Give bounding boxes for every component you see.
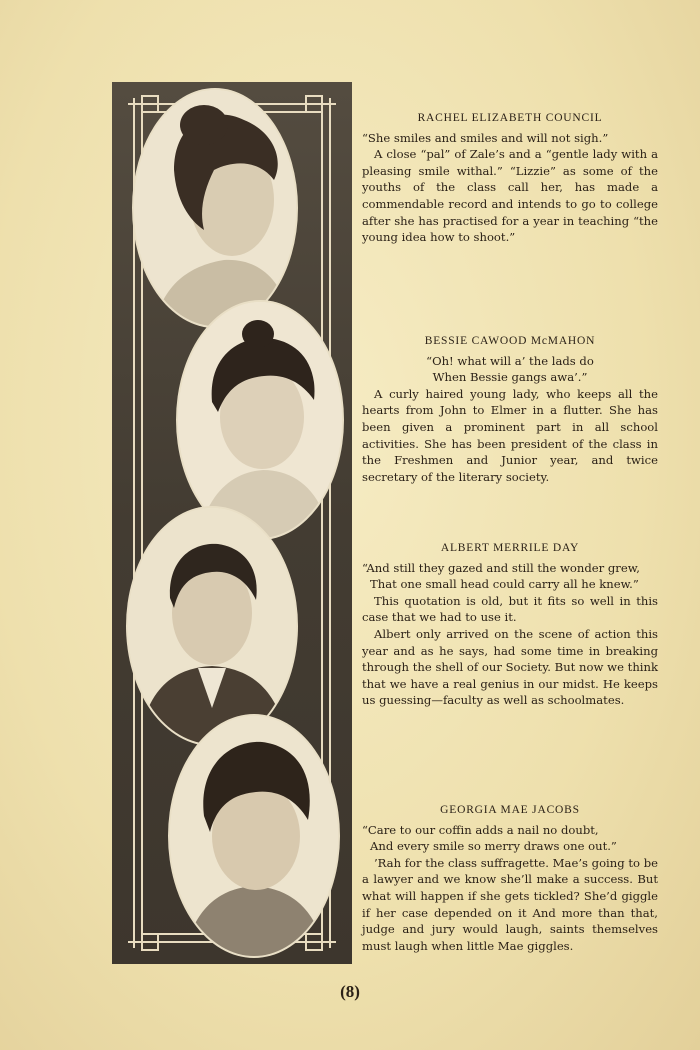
quote-line: When Bessie gangs awa’.” (432, 370, 588, 385)
person-bio: This quotation is old, but it fits so well in this case that we had to use it. (362, 593, 658, 625)
quote-line: “Oh! what will a’ the lads do (426, 353, 594, 368)
portrait-panel (112, 82, 352, 964)
quote-line: “And still they gazed and still the wonder grew, (362, 560, 640, 575)
bio-bessie (362, 333, 658, 485)
person-quote: “She smiles and smiles and will not sigh.” (362, 130, 609, 145)
person-name: RACHEL ELIZABETH COUNCIL (417, 112, 603, 124)
person-name: ALBERT MERRILE DAY (440, 542, 580, 554)
person-bio: ’Rah for the class suffragette. Mae’s going to be a lawyer and we know she’ll make a success. But what will happen if she gets tickled? She’d giggle if her case depended on it And more than that, judge and jury would laugh, saints themselves must laugh when little Mae giggles. (362, 855, 658, 953)
person-quote (362, 353, 658, 386)
quote-line: That one small head could carry all he knew.” (370, 577, 639, 592)
person-name: BESSIE CAWOOD McMAHON (424, 335, 596, 347)
bio-albert (362, 540, 658, 709)
person-bio: A curly haired young lady, who keeps all the hearts from John to Elmer in a flutter. She has been given a prominent part in all school activities. She has been president of the class in the Freshmen and Junior year, and twice secretary of the literary society. (362, 386, 658, 484)
portrait-georgia (170, 716, 338, 956)
quote-line: “Care to our coffin adds a nail no doubt, (362, 822, 599, 837)
bio-rachel (362, 110, 658, 246)
person-name: GEORGIA MAE JACOBS (440, 804, 580, 816)
person-quote (362, 822, 658, 855)
page-number: (8) (340, 982, 360, 1001)
portrait-rachel (134, 90, 296, 326)
person-bio: Albert only arrived on the scene of action this year and as he says, had some time in breaking through the shell of our Society. But now we think that we have a real genius in our midst. He keeps us guessing—faculty as well as schoolmates. (362, 626, 658, 708)
person-quote (362, 560, 658, 593)
portrait-albert (128, 508, 296, 744)
quote-line: And every smile so merry draws one out.” (370, 839, 617, 854)
person-bio: A close “pal” of Zale’s and a “gentle lady with a pleasing smile withal.” “Lizzie” as some of the youths of the class call her, has made a commendable record and intends to go to college after she has practised for a year in teaching “the young idea how to shoot.” (362, 147, 658, 245)
portrait-bessie (178, 302, 342, 538)
bio-georgia (362, 802, 658, 954)
